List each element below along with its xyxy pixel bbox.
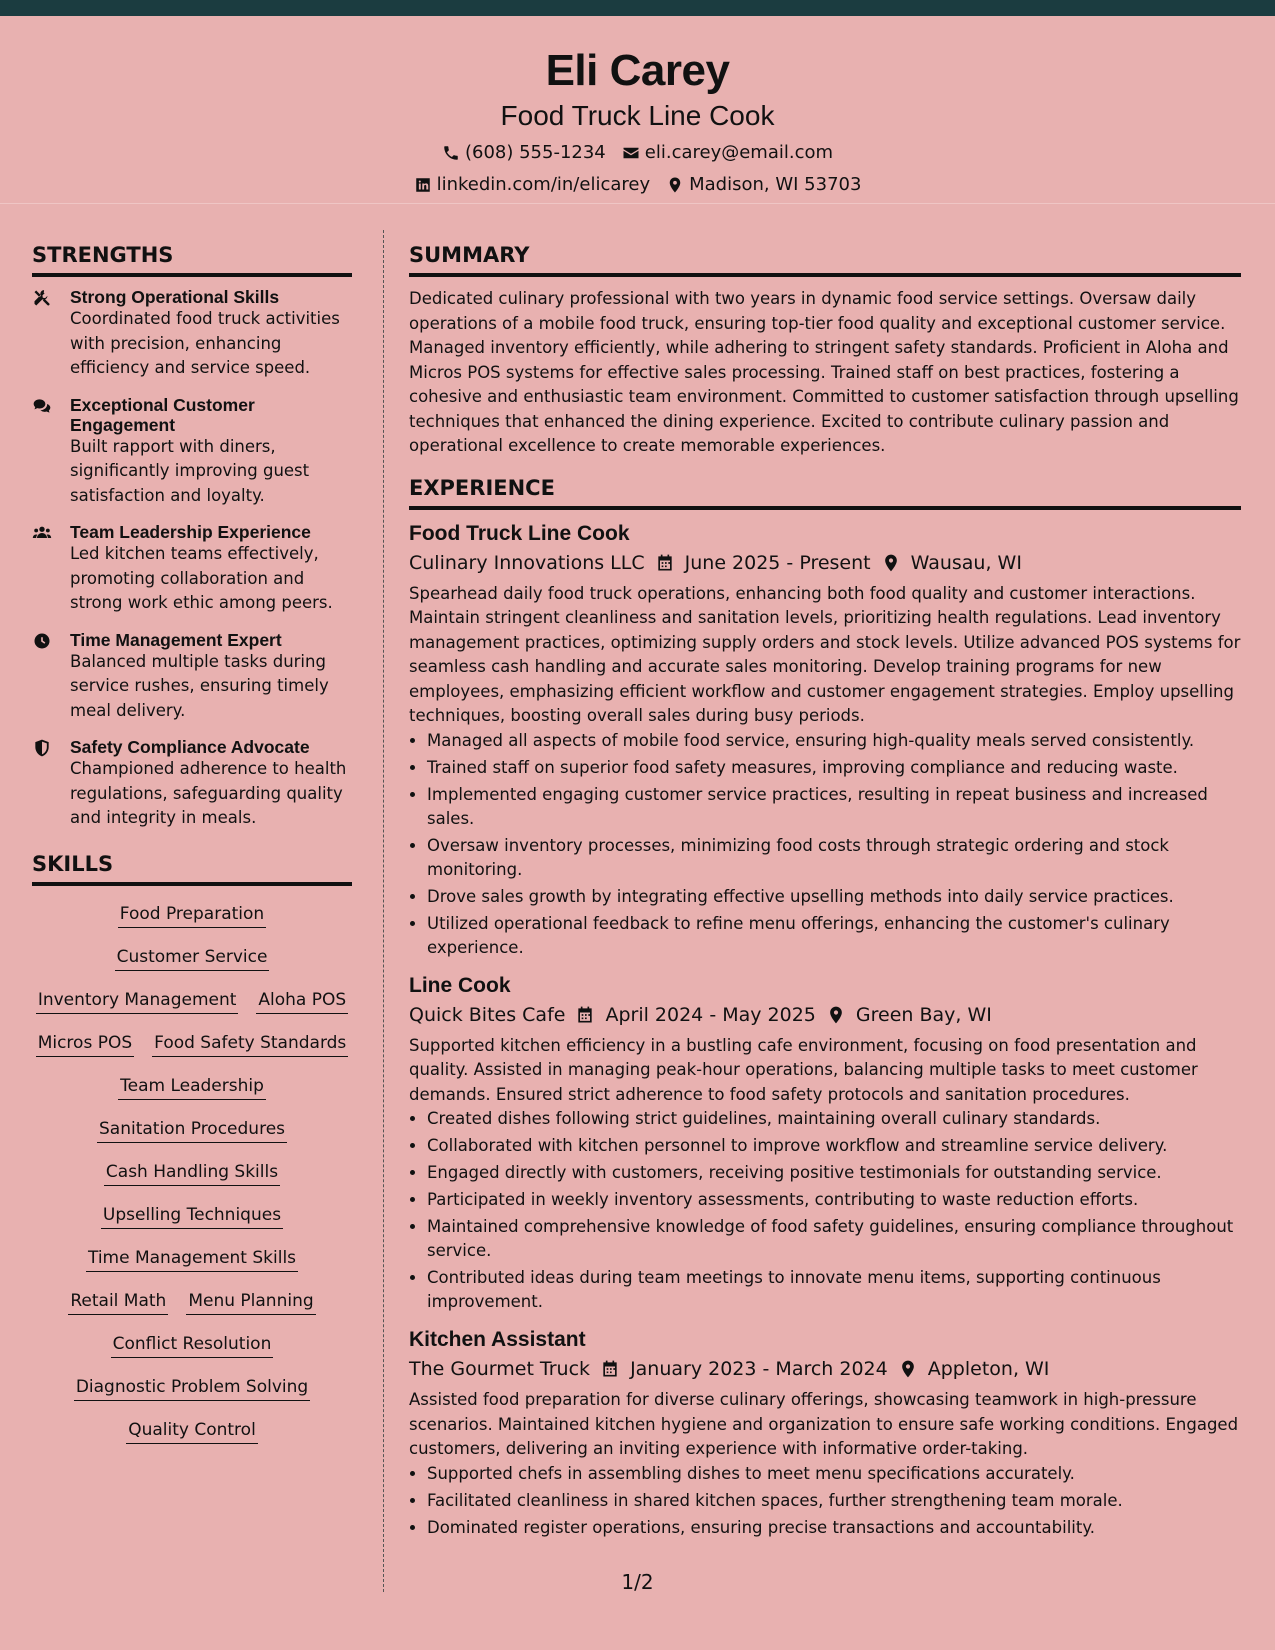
- job-description: Supported kitchen efficiency in a bustling cafe environment, focusing on food presentation and quality. Assisted in managing peak-hour operations, balancing multiple tasks to meet customer demands. Ensured strict adherence to food safety protocols and sanitation procedures.: [409, 1035, 1198, 1104]
- strength-title: Team Leadership Experience: [70, 522, 311, 542]
- map-pin-icon: [826, 1005, 846, 1025]
- skill-tag: Team Leadership: [118, 1074, 266, 1100]
- right-column: [409, 240, 1241, 1552]
- skill-tag: Conflict Resolution: [111, 1332, 274, 1358]
- left-column: [32, 240, 352, 1444]
- skill-tag: Sanitation Procedures: [97, 1117, 287, 1143]
- summary-text: Dedicated culinary professional with two years in dynamic food service settings. Oversaw daily operations of a mobile food truck, ensuring top-tier food quality and exceptional customer service. Managed inventory efficiently, while adhering to stringent safety standards. Proficient in Aloha and Micros POS systems for effective sales processing. Trained staff on best practices, fostering a cohesive and enthusiastic team environment. Committed to customer satisfaction through upselling techniques that enhanced the dining experience. Excited to contribute culinary passion and operational excellence to create memorable experiences.: [409, 289, 1239, 455]
- linkedin[interactable]: [414, 174, 651, 196]
- skill-tag: Upselling Techniques: [101, 1203, 283, 1229]
- skill-tag: Food Preparation: [118, 902, 266, 928]
- skill-tag: Inventory Management: [36, 988, 239, 1014]
- shield-icon: [32, 738, 52, 758]
- bullet-item: • Supported chefs in assembling dishes to meet menu specifications accurately.: [427, 1462, 1241, 1486]
- resume-header: [0, 16, 1275, 204]
- bullet-item: • Maintained comprehensive knowledge of food safety guidelines, ensuring compliance throughout service.: [427, 1215, 1241, 1263]
- email[interactable]: [622, 142, 833, 164]
- skills-list: [32, 896, 352, 1444]
- job-entry: [409, 972, 1241, 1315]
- strength-desc: Balanced multiple tasks during service rushes, ensuring timely meal delivery.: [70, 651, 329, 720]
- job-description: Spearhead daily food truck operations, enhancing both food quality and customer interactions. Maintain stringent cleanliness and sanitation levels, prioritizing health regulations. Lead inventory management practices, optimizing supply orders and stock levels. Utilize advanced POS systems for seamless cash handling and accurate sales monitoring. Develop training programs for new employees, emphasizing efficient workflow and customer engagement strategies. Employ upselling techniques, boosting overall sales during busy periods.: [409, 583, 1241, 725]
- bullet-item: • Managed all aspects of mobile food service, ensuring high-quality meals served consistently.: [427, 729, 1241, 753]
- bullet-item: • Drove sales growth by integrating effective upselling methods into daily service practices.: [427, 885, 1241, 909]
- strength-item: [32, 737, 352, 831]
- phone: [442, 142, 606, 164]
- bullet-item: • Collaborated with kitchen personnel to improve workflow and streamline service delivery.: [427, 1134, 1241, 1158]
- bullet-item: • Created dishes following strict guidelines, maintaining overall culinary standards.: [427, 1107, 1241, 1131]
- job-bullets: [409, 1462, 1241, 1540]
- linkedin-text[interactable]: linkedin.com/in/elicarey: [436, 174, 651, 195]
- job-meta: [409, 1354, 1241, 1384]
- page-number: 1/2: [621, 1570, 654, 1594]
- strength-title: Exceptional Customer Engagement: [70, 394, 255, 435]
- map-pin-icon: [898, 1359, 918, 1379]
- bullet-item: • Utilized operational feedback to refine menu offerings, enhancing the customer's culinary experience.: [427, 912, 1241, 960]
- summary-heading: SUMMARY: [409, 240, 1241, 277]
- strength-desc: Championed adherence to health regulations, safeguarding quality and integrity in meals.: [70, 759, 347, 827]
- strength-title: Time Management Expert: [70, 629, 282, 650]
- map-pin-icon: [666, 176, 684, 194]
- job-company: Culinary Innovations LLC: [409, 551, 645, 574]
- column-divider: [383, 230, 384, 1592]
- contact-row-2: [0, 174, 1275, 196]
- skill-tag: Diagnostic Problem Solving: [74, 1375, 310, 1401]
- job-meta: [409, 1000, 1241, 1030]
- strength-desc: Coordinated food truck activities with precision, enhancing efficiency and service speed.: [70, 309, 340, 377]
- linkedin-icon: [414, 176, 432, 194]
- bullet-item: • Trained staff on superior food safety measures, improving compliance and reducing waste.: [427, 756, 1241, 780]
- phone-icon: [442, 144, 460, 162]
- job-dates: June 2025 - Present: [684, 551, 871, 574]
- candidate-name: Eli Carey: [545, 46, 730, 95]
- skills-heading: SKILLS: [32, 849, 352, 886]
- skill-tag: Menu Planning: [186, 1289, 315, 1315]
- job-company: The Gourmet Truck: [409, 1358, 591, 1380]
- skill-tag: Retail Math: [68, 1289, 168, 1315]
- experience-heading: EXPERIENCE: [409, 473, 1241, 510]
- calendar-icon: [600, 1359, 620, 1379]
- strength-item: [32, 522, 352, 616]
- job-bullets: [409, 1107, 1241, 1314]
- job-entry: [409, 1326, 1241, 1540]
- skill-tag: Cash Handling Skills: [104, 1160, 280, 1186]
- comments-icon: [32, 396, 52, 416]
- strengths-heading: STRENGTHS: [32, 240, 352, 277]
- calendar-icon: [655, 553, 675, 573]
- top-bar: [0, 0, 1275, 16]
- strength-item: [32, 395, 352, 509]
- email-text[interactable]: eli.carey@email.com: [644, 142, 834, 163]
- skill-tag: Food Safety Standards: [152, 1031, 348, 1057]
- bullet-item: • Dominated register operations, ensuring precise transactions and accountability.: [427, 1516, 1241, 1540]
- bullet-item: • Implemented engaging customer service practices, resulting in repeat business and increased sales.: [427, 783, 1241, 831]
- job-location: Wausau, WI: [910, 551, 1022, 574]
- bullet-item: • Participated in weekly inventory assessments, contributing to waste reduction efforts.: [427, 1188, 1241, 1212]
- job-dates: April 2024 - May 2025: [605, 1003, 816, 1026]
- job-title: Food Truck Line Cook: [409, 521, 630, 545]
- location-text: Madison, WI 53703: [689, 174, 862, 195]
- job-location: Appleton, WI: [927, 1358, 1050, 1380]
- skill-tag: Aloha POS: [256, 988, 348, 1014]
- strength-title: Strong Operational Skills: [70, 287, 280, 307]
- bullet-item: • Engaged directly with customers, receiving positive testimonials for outstanding service.: [427, 1161, 1241, 1185]
- candidate-title: Food Truck Line Cook: [500, 100, 775, 131]
- strength-item: [32, 630, 352, 724]
- job-entry: [409, 520, 1241, 960]
- job-title: Kitchen Assistant: [409, 1328, 586, 1351]
- job-company: Quick Bites Cafe: [409, 1003, 566, 1026]
- strength-title: Safety Compliance Advocate: [70, 737, 310, 757]
- map-pin-icon: [881, 553, 901, 573]
- job-dates: January 2023 - March 2024: [630, 1358, 888, 1380]
- envelope-icon: [622, 144, 640, 162]
- location: [666, 174, 861, 196]
- tools-icon: [32, 288, 52, 308]
- skill-tag: Micros POS: [36, 1031, 134, 1057]
- skill-tag: Time Management Skills: [86, 1246, 298, 1272]
- job-description: Assisted food preparation for diverse culinary offerings, showcasing teamwork in high-pressure scenarios. Maintained kitchen hygiene and organization to ensure safe working conditions. Engaged customers, delivering an inviting experience with informative order-taking.: [409, 1390, 1239, 1458]
- job-location: Green Bay, WI: [855, 1003, 992, 1026]
- skill-tag: Customer Service: [115, 945, 270, 971]
- phone-text: (608) 555-1234: [464, 142, 606, 163]
- job-title: Line Cook: [409, 973, 511, 997]
- calendar-icon: [575, 1005, 595, 1025]
- bullet-item: • Facilitated cleanliness in shared kitchen spaces, further strengthening team morale.: [427, 1489, 1241, 1513]
- job-meta: [409, 548, 1241, 578]
- users-icon: [32, 523, 52, 543]
- bullet-item: • Contributed ideas during team meetings to innovate menu items, supporting continuous improvement.: [427, 1266, 1241, 1314]
- strength-desc: Led kitchen teams effectively, promoting collaboration and strong work ethic among peers.: [70, 544, 333, 612]
- skill-tag: Quality Control: [126, 1418, 258, 1444]
- bullet-item: • Oversaw inventory processes, minimizing food costs through strategic ordering and stock monitoring.: [427, 834, 1241, 882]
- strength-item: [32, 287, 352, 381]
- job-bullets: [409, 729, 1241, 960]
- strength-desc: Built rapport with diners, significantly improving guest satisfaction and loyalty.: [70, 436, 310, 505]
- contact-row-1: [0, 142, 1275, 164]
- clock-icon: [32, 631, 52, 651]
